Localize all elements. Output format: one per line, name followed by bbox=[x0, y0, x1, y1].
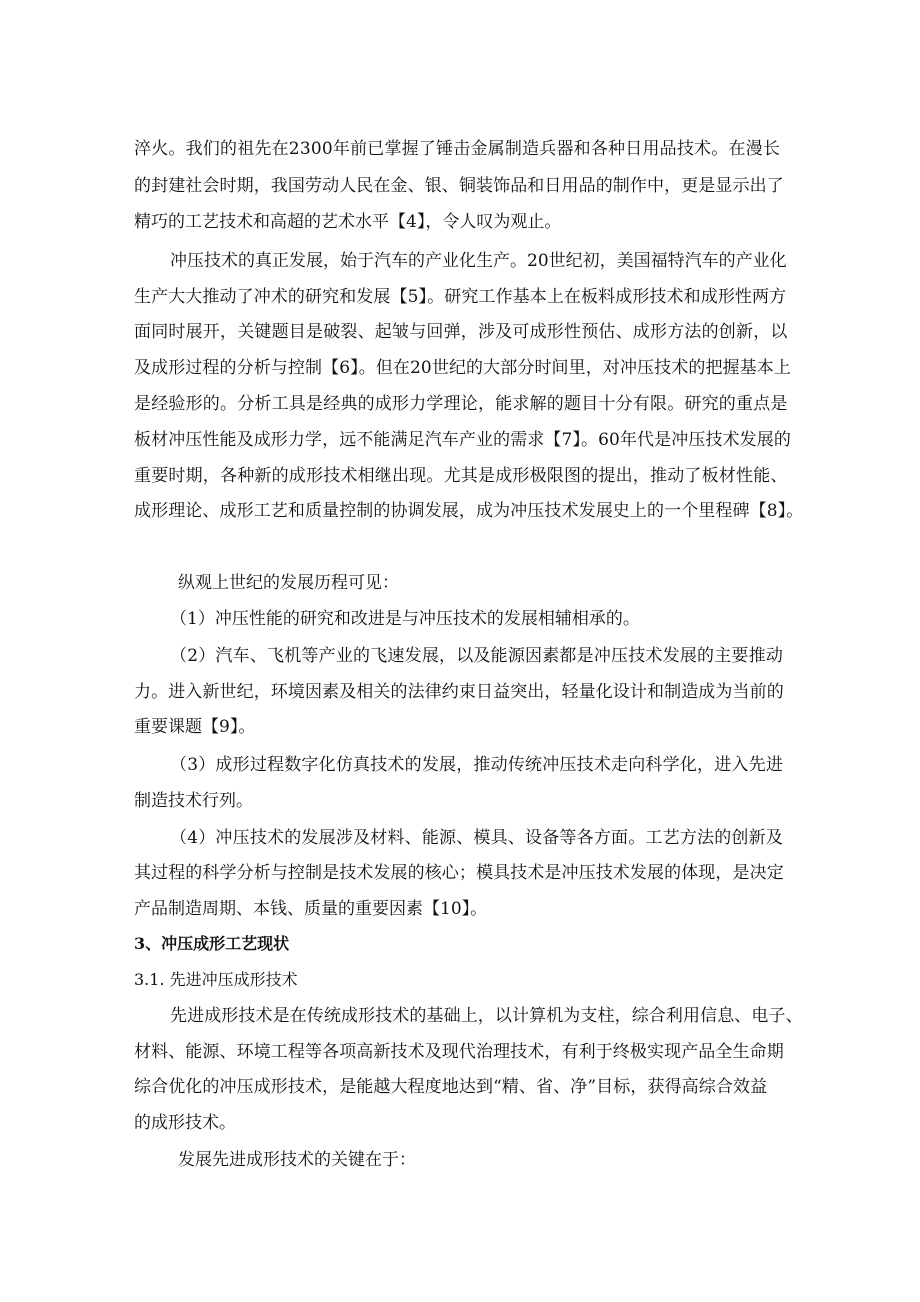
paragraph-line: 力。进入新世纪，环境因素及相关的法律约束日益突出，轻量化设计和制造成为当前的 bbox=[134, 682, 784, 702]
paragraph-line: 生产大大推动了冲术的研究和发展【5】。研究工作基本上在板料成形技术和成形性两方 bbox=[134, 287, 787, 307]
paragraph-line: 重要课题【9】。 bbox=[134, 717, 256, 737]
paragraph-line: 产品制造周期、本钱、质量的重要因素【10】。 bbox=[134, 899, 488, 919]
paragraph-line: 综合优化的冲压成形技术，是能越大程度地达到“精、省、净”目标，获得高综合效益 bbox=[134, 1077, 768, 1097]
paragraph-line: 制造技术行列。 bbox=[134, 791, 253, 811]
paragraph-line: 及成形过程的分析与控制【6】。但在20世纪的大部分时间里，对冲压技术的把握基本上 bbox=[134, 358, 791, 378]
list-item-2: （2）汽车、飞机等产业的飞速发展，以及能源因素都是冲压技术发展的主要推动 bbox=[170, 646, 784, 666]
paragraph-line: 面同时展开，关键题目是破裂、起皱与回弹，涉及可成形性预估、成形方法的创新，以 bbox=[134, 322, 788, 342]
paragraph-line: 冲压技术的真正发展，始于汽车的产业化生产。20世纪初，美国福特汽车的产业化 bbox=[170, 251, 787, 271]
paragraph-line: 发展先进成形技术的关键在于： bbox=[178, 1150, 416, 1170]
paragraph-line: 成形理论、成形工艺和质量控制的协调发展，成为冲压技术发展史上的一个里程碑【8】。 bbox=[134, 501, 804, 521]
paragraph-line: 材料、能源、环境工程等各项高新技术及现代治理技术，有利于终极实现产品全生命期 bbox=[134, 1042, 784, 1062]
paragraph-line: 的封建社会时期，我国劳动人民在金、银、铜装饰品和日用品的制作中，更是显示出了 bbox=[134, 176, 784, 196]
paragraph-line: 纵观上世纪的发展历程可见： bbox=[178, 573, 399, 593]
paragraph-line: 其过程的科学分析与控制是技术发展的核心；模具技术是冲压技术发展的体现，是决定 bbox=[134, 863, 784, 883]
paragraph-line: 板材冲压性能及成形力学，远不能满足汽车产业的需求【7】。60年代是冲压技术发展的 bbox=[134, 430, 791, 450]
paragraph-line: 重要时期，各种新的成形技术相继出现。尤其是成形极限图的提出，推动了板材性能、 bbox=[134, 466, 788, 486]
paragraph-line: 淬火。我们的祖先在2300年前已掌握了锤击金属制造兵器和各种日用品技术。在漫长 bbox=[134, 139, 781, 159]
list-item-4: （4）冲压技术的发展涉及材料、能源、模具、设备等各方面。工艺方法的创新及 bbox=[170, 828, 784, 848]
section-heading: 3、冲压成形工艺现状 bbox=[134, 934, 290, 953]
paragraph-line: 先进成形技术是在传统成形技术的基础上，以计算机为支柱，综合利用信息、电子、 bbox=[170, 1006, 803, 1026]
subsection-heading: 3.1. 先进冲压成形技术 bbox=[134, 970, 298, 989]
paragraph-line: 是经验形的。分析工具是经典的成形力学理论，能求解的题目十分有限。研究的重点是 bbox=[134, 394, 788, 414]
paragraph-line: 精巧的工艺技术和高超的艺术水平【4】，令人叹为观止。 bbox=[134, 212, 562, 232]
paragraph-line: 的成形技术。 bbox=[134, 1113, 236, 1133]
list-item-3: （3）成形过程数字化仿真技术的发展，推动传统冲压技术走向科学化，进入先进 bbox=[170, 755, 784, 775]
list-item-1: （1）冲压性能的研究和改进是与冲压技术的发展相辅相承的。 bbox=[170, 609, 640, 629]
